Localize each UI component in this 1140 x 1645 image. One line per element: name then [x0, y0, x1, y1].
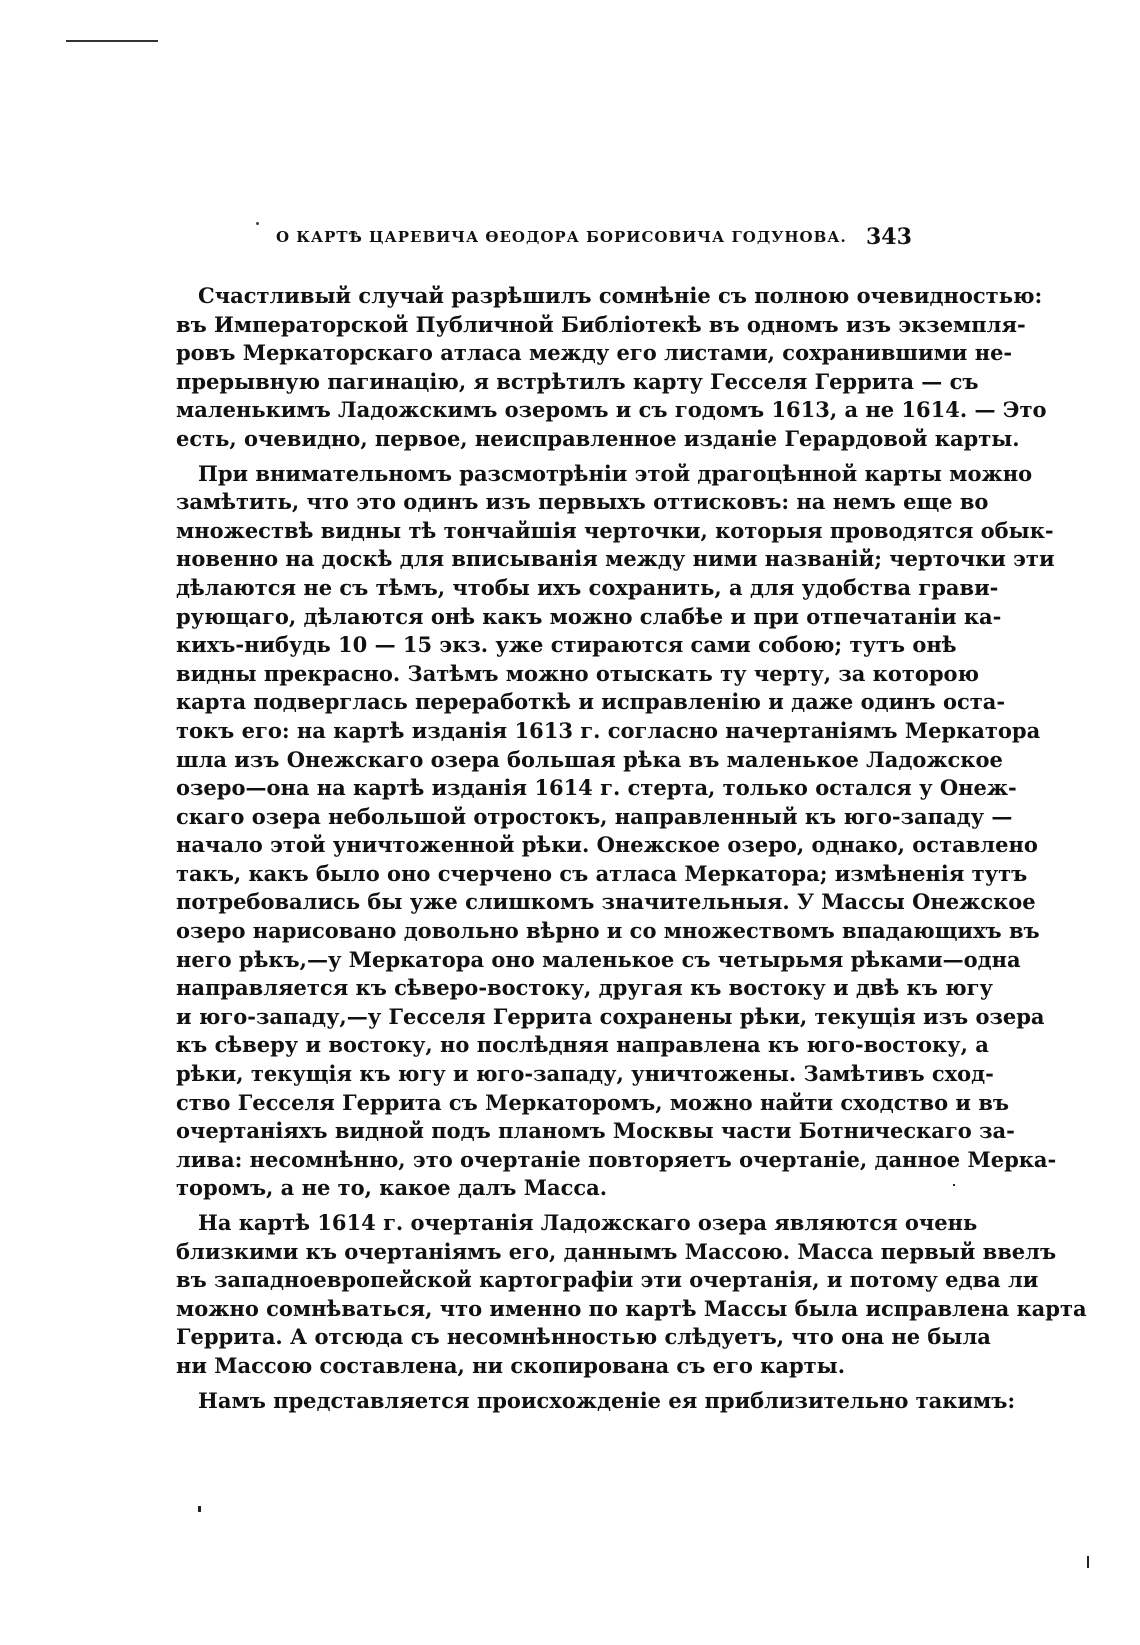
ink-speck	[1087, 1556, 1089, 1568]
text-line: ни Массою составлена, ни скопирована съ его карты.	[176, 1352, 846, 1378]
ink-speck	[256, 222, 259, 225]
text-line: потребовались бы уже слишкомъ значительныя. У Массы Онежское	[176, 889, 1036, 915]
text-line: карта подверглась переработкѣ и исправленію и даже одинъ оста-	[176, 689, 1006, 715]
text-line: торомъ, а не то, какое далъ Масса.	[176, 1175, 608, 1201]
page-number: 343	[866, 224, 912, 250]
text-line: Геррита. А отсюда съ несомнѣнностью слѣдуетъ, что она не была	[176, 1324, 991, 1350]
text-line: При внимательномъ разсмотрѣніи этой драгоцѣнной карты можно	[198, 460, 1033, 486]
text-line: дѣлаются не съ тѣмъ, чтобы ихъ сохранить, а для удобства грави-	[176, 574, 999, 600]
text-line: есть, очевидно, первое, неисправленное изданіе Герардовой карты.	[176, 425, 1020, 451]
text-line: множествѣ видны тѣ тончайшія черточки, которыя проводятся обык-	[176, 517, 1054, 543]
text-line: ство Гесселя Геррита съ Меркаторомъ, можно найти сходство и въ	[176, 1089, 1010, 1115]
paragraph	[176, 282, 1047, 454]
text-line: него рѣкъ,—у Меркатора оно маленькое съ четырьмя рѣками—одна	[176, 946, 1021, 972]
text-line: новенно на доскѣ для вписыванія между ними названій; черточки эти	[176, 546, 1055, 572]
text-line: На картѣ 1614 г. очертанія Ладожскаго озера являются очень	[198, 1210, 978, 1235]
text-line: Намъ представляется происхожденіе ея приблизительно такимъ:	[198, 1387, 1016, 1413]
body-text	[176, 282, 1087, 1415]
ink-speck	[953, 1184, 955, 1186]
running-title: О КАРТѢ ЦАРЕВИЧА ѲЕОДОРА БОРИСОВИЧА ГОДУНОВА.	[276, 228, 847, 246]
text-line: начало этой уничтоженной рѣки. Онежское озеро, однако, оставлено	[176, 832, 1038, 858]
text-line: направляется къ сѣверо-востоку, другая къ востоку и двѣ къ югу	[176, 975, 993, 1001]
text-line: лива: несомнѣнно, это очертаніе повторяетъ очертаніе, данное Мерка-	[176, 1146, 1057, 1172]
text-line: прерывную пагинацію, я встрѣтилъ карту Гесселя Геррита — съ	[176, 368, 979, 394]
text-line: можно сомнѣваться, что именно по картѣ Массы была исправлена карта	[176, 1295, 1087, 1321]
text-line: такъ, какъ было оно счерчено съ атласа Меркатора; измѣненія тутъ	[176, 860, 1028, 886]
text-line: ровъ Меркаторскаго атласа между его листами, сохранившими не-	[176, 340, 1013, 366]
text-line: очертаніяхъ видной подъ планомъ Москвы части Ботническаго за-	[176, 1118, 1015, 1144]
paragraph	[176, 1387, 1016, 1416]
text-line: и юго-западу,—у Гесселя Геррита сохранены рѣки, текущія изъ озера	[176, 1003, 1045, 1029]
text-line: кихъ-нибудь 10 — 15 экз. уже стираются сами собою; тутъ онѣ	[176, 632, 957, 658]
text-line: шла изъ Онежскаго озера большая рѣка въ маленькое Ладожское	[176, 746, 1003, 772]
text-line: озеро нарисовано довольно вѣрно и со множествомъ впадающихъ въ	[176, 918, 1040, 944]
text-line: рѣки, текущія къ югу и юго-западу, уничтожены. Замѣтивъ сход-	[176, 1061, 994, 1087]
text-line: близкими къ очертаніямъ его, даннымъ Массою. Масса первый ввелъ	[176, 1238, 1057, 1264]
text-line: токъ его: на картѣ изданія 1613 г. согласно начертаніямъ Меркатора	[176, 717, 1041, 743]
text-line: замѣтить, что это одинъ изъ первыхъ оттисковъ: на немъ еще во	[176, 489, 989, 515]
text-line: въ западноевропейской картографіи эти очертанія, и потому едва ли	[176, 1267, 1039, 1293]
paragraph	[176, 460, 1057, 1203]
text-line: въ Императорской Публичной Библіотекѣ въ одномъ изъ экземпля-	[176, 311, 1026, 337]
text-line: рующаго, дѣлаются онѣ какъ можно слабѣе и при отпечатаніи ка-	[176, 603, 1002, 629]
text-line: маленькимъ Ладожскимъ озеромъ и съ годомъ 1613, а не 1614. — Это	[176, 397, 1047, 423]
text-line: видны прекрасно. Затѣмъ можно отыскать ту черту, за которою	[176, 660, 980, 686]
top-rule-line	[66, 40, 158, 42]
text-line: озеро—она на картѣ изданія 1614 г. стерта, только остался у Онеж-	[176, 775, 1017, 801]
paragraph	[176, 1209, 1087, 1381]
text-line: Счастливый случай разрѣшилъ сомнѣніе съ полною очевидностью:	[198, 283, 1043, 308]
text-line: къ сѣверу и востоку, но послѣдняя направлена къ юго-востоку, а	[176, 1032, 989, 1058]
ink-speck	[198, 1506, 201, 1512]
text-line: скаго озера небольшой отростокъ, направленный къ юго-западу —	[176, 803, 1013, 829]
